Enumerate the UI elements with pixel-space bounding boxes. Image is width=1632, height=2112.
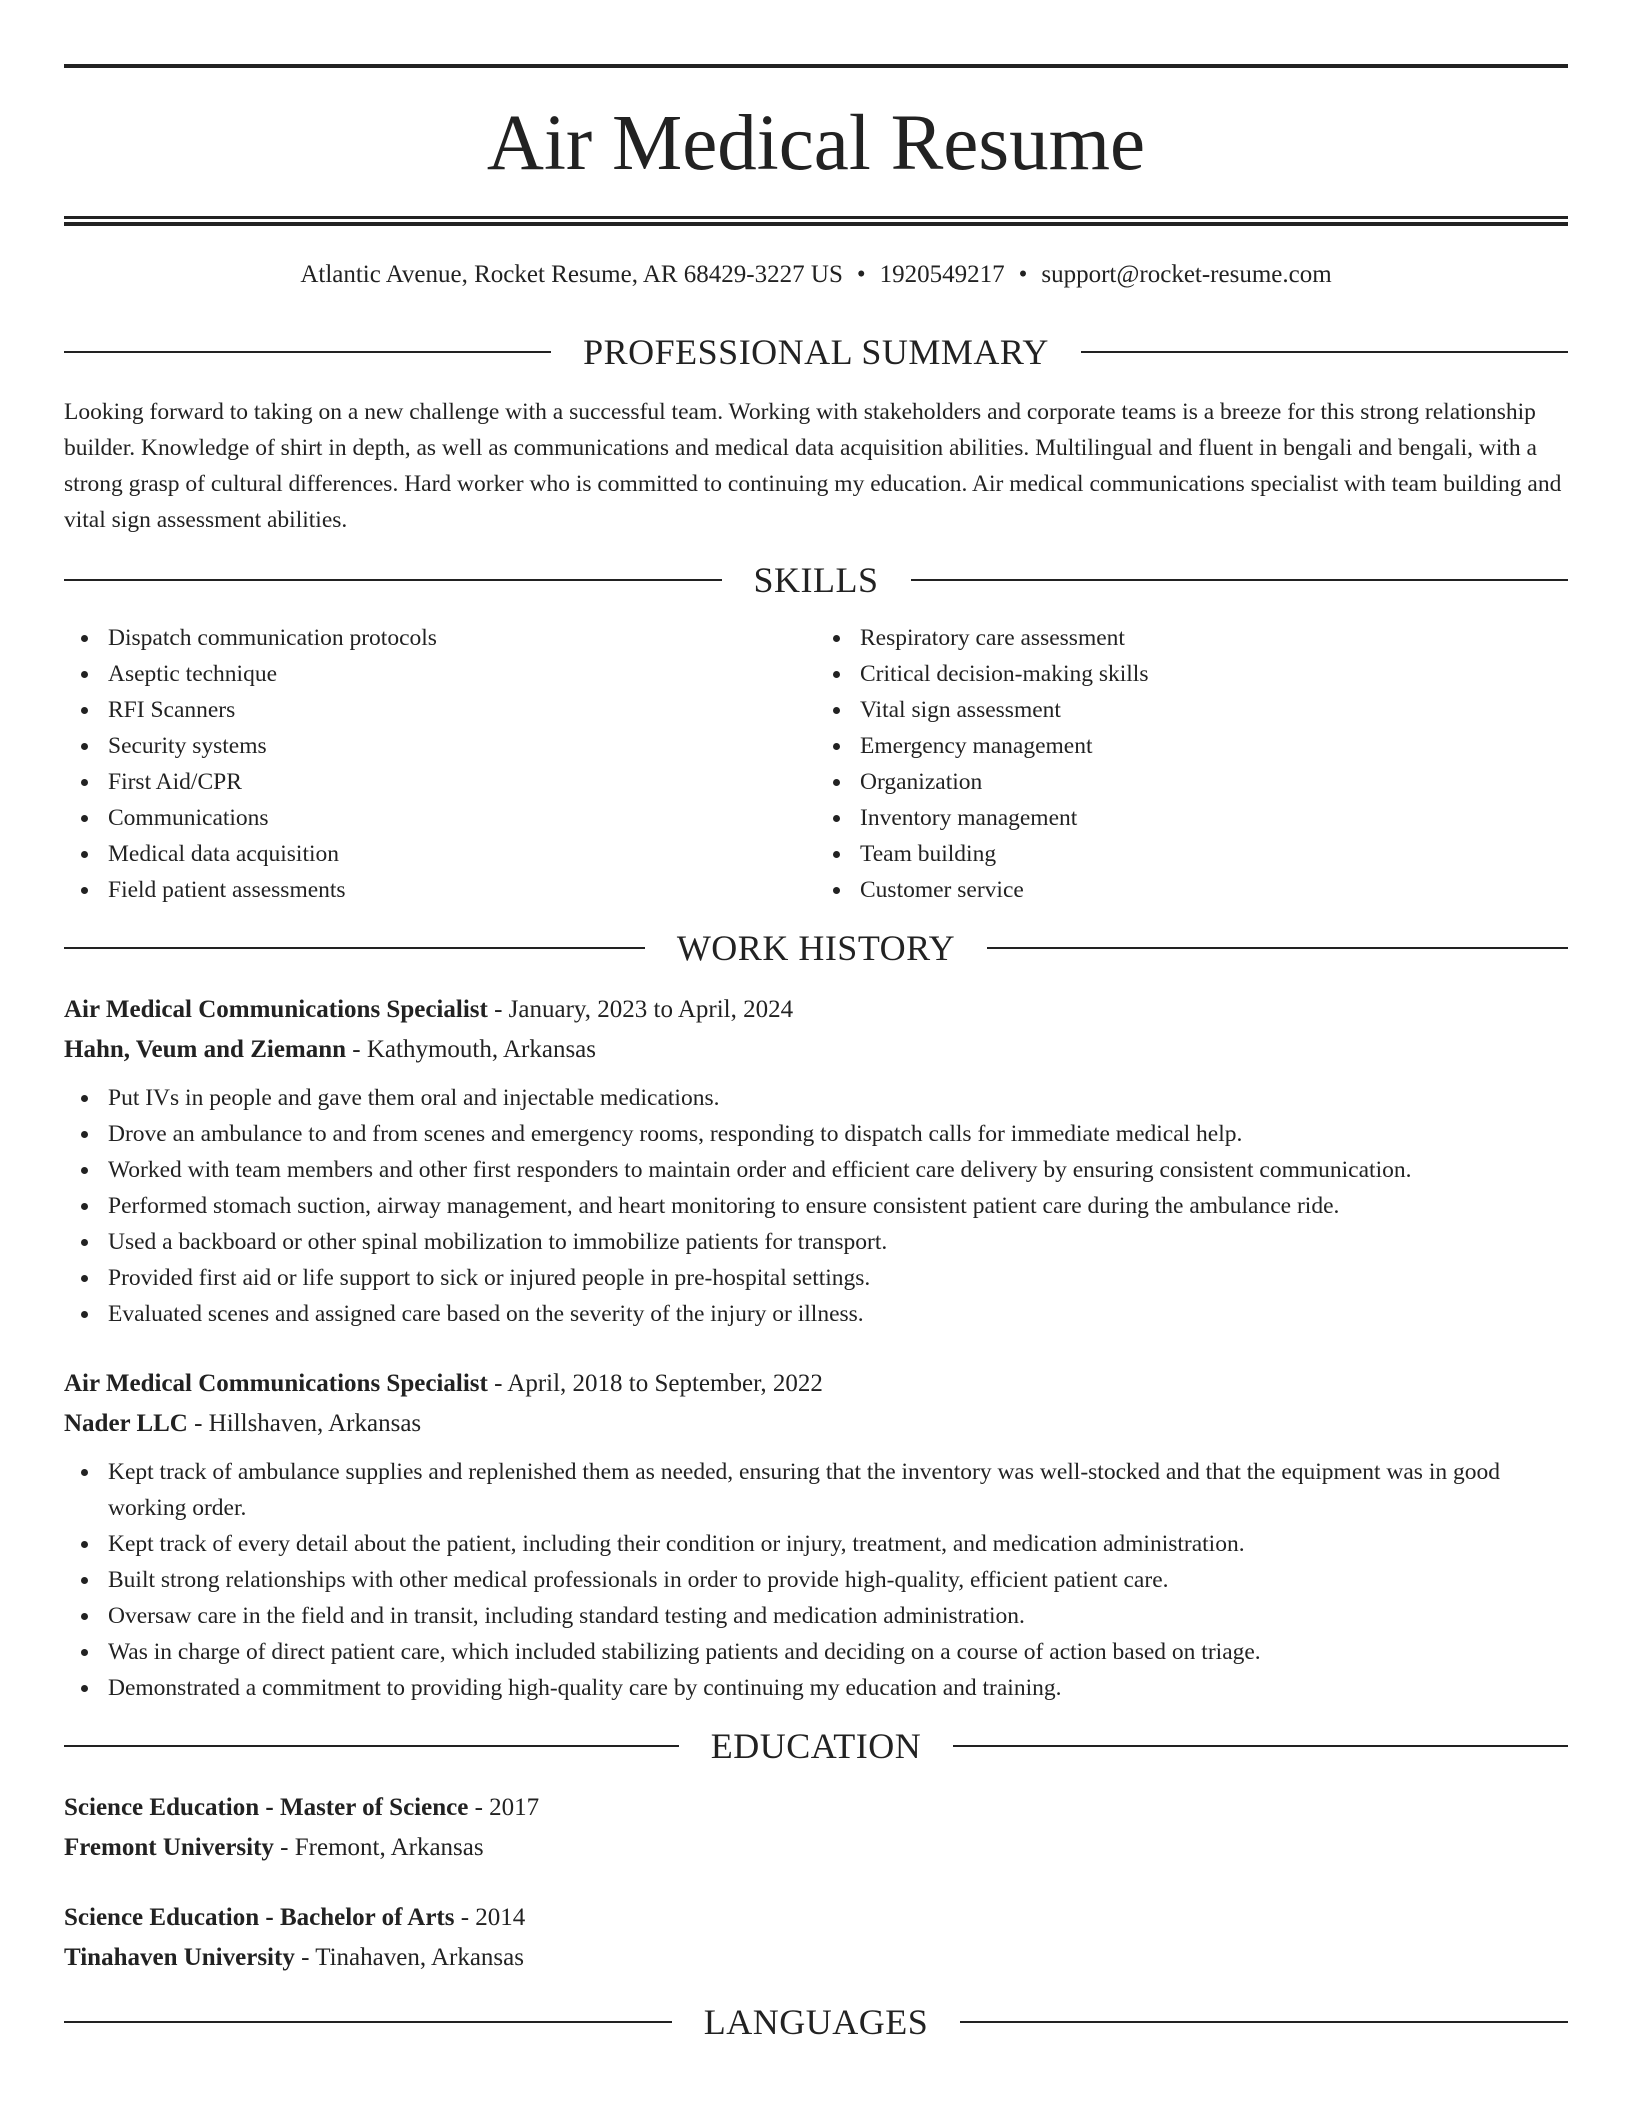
summary-heading: PROFESSIONAL SUMMARY [583,332,1049,372]
job-duty: Used a backboard or other spinal mobilization to immobilize patients for transport. [64,1224,1568,1260]
education-entry [64,1788,1568,1868]
job-duty: Put IVs in people and gave them oral and injectable medications. [64,1080,1568,1116]
work-section-header [64,930,1568,966]
resume-title: Air Medical Resume [486,100,1146,187]
skill-item: Respiratory care assessment [816,620,1568,656]
skill-item: Field patient assessments [64,872,816,908]
job-duty: Kept track of ambulance supplies and replenished them as needed, ensuring that the inventory was well-stocked and that the equipment was in good working order. [64,1454,1568,1526]
skills-heading: SKILLS [753,560,879,600]
skill-item: Organization [816,764,1568,800]
contact-address: Atlantic Avenue, Rocket Resume, AR 68429-3227 US [300,261,843,288]
job-duty: Evaluated scenes and assigned care based on the severity of the injury or illness. [64,1296,1568,1332]
summary-text: Looking forward to taking on a new challenge with a successful team. Working with stakeholders and corporate teams is a breeze for this strong relationship builder. Knowledge of shirt in depth, as well as communications and medical data acquisition abilities. Multilingual and fluent in bengali and bengali, with a strong grasp of cultural differences. Hard worker who is committed to continuing my education. Air medical communications specialist with team building and vital sign assessment abilities. [64,399,1562,533]
skill-item: Communications [64,800,816,836]
job-company: Nader LLC [64,1410,188,1437]
education-year: - 2017 [468,1794,540,1821]
skill-item: Vital sign assessment [816,692,1568,728]
section-rule [911,579,1569,581]
education-school: Tinahaven University [64,1944,295,1971]
section-rule [1081,351,1568,353]
section-rule [953,1745,1568,1747]
job-title: Air Medical Communications Specialist [64,1370,488,1397]
job-dates: - April, 2018 to September, 2022 [487,1370,823,1397]
top-rule [64,64,1568,68]
section-rule [64,1745,679,1747]
job-duties [64,1080,1568,1332]
skills-column-left [64,620,816,908]
education-section-header [64,1728,1568,1764]
education-entry [64,1898,1568,1978]
job-duty: Performed stomach suction, airway management, and heart monitoring to ensure consistent patient care during the ambulance ride. [64,1188,1568,1224]
education-degree: Science Education - Master of Science [64,1794,469,1821]
job-duty: Kept track of every detail about the patient, including their condition or injury, treatment, and medication administration. [64,1526,1568,1562]
contact-line [64,260,1568,290]
work-heading: WORK HISTORY [676,928,956,968]
skill-item: RFI Scanners [64,692,816,728]
job-duty: Oversaw care in the field and in transit, including standard testing and medication administration. [64,1598,1568,1634]
job-duty: Built strong relationships with other medical professionals in order to provide high-quality, efficient patient care. [64,1562,1568,1598]
skills-section-header [64,562,1568,598]
section-rule [64,579,722,581]
section-rule [987,947,1568,949]
skill-item: Emergency management [816,728,1568,764]
education-heading: EDUCATION [710,1726,922,1766]
education-location: - Fremont, Arkansas [273,1834,484,1861]
education-degree-line [64,1788,1568,1828]
skills-column-right [816,620,1568,908]
skill-item: Security systems [64,728,816,764]
education-degree: Science Education - Bachelor of Arts [64,1904,455,1931]
skill-item: Dispatch communication protocols [64,620,816,656]
skill-item: Team building [816,836,1568,872]
job-duties [64,1454,1568,1706]
education-degree-line [64,1898,1568,1938]
summary-section-header [64,334,1568,370]
section-rule [64,947,645,949]
skill-item: Medical data acquisition [64,836,816,872]
contact-separator: • [1018,261,1028,288]
job-title: Air Medical Communications Specialist [64,996,488,1023]
education-location: - Tinahaven, Arkansas [294,1944,524,1971]
languages-section-header [64,2004,1568,2040]
skill-item: Customer service [816,872,1568,908]
education-school: Fremont University [64,1834,274,1861]
skill-item: Inventory management [816,800,1568,836]
job-title-line [64,990,1568,1030]
contact-separator: • [856,261,866,288]
job-entry [64,1364,1568,1706]
job-duty: Demonstrated a commitment to providing high-quality care by continuing my education and training. [64,1670,1568,1706]
contact-email: support@rocket-resume.com [1041,261,1332,288]
languages-heading: LANGUAGES [703,2002,929,2042]
job-title-line [64,1364,1568,1404]
skill-item: First Aid/CPR [64,764,816,800]
job-entry [64,990,1568,1332]
skill-item: Critical decision-making skills [816,656,1568,692]
job-duty: Worked with team members and other first responders to maintain order and efficient care delivery by ensuring consistent communication. [64,1152,1568,1188]
skill-item: Aseptic technique [64,656,816,692]
job-location: - Hillshaven, Arkansas [187,1410,422,1437]
title-double-rule [64,216,1568,226]
education-year: - 2014 [454,1904,526,1931]
job-company-line [64,1030,1568,1070]
job-company-line [64,1404,1568,1444]
job-dates: - January, 2023 to April, 2024 [487,996,794,1023]
education-school-line [64,1938,1568,1978]
section-rule [960,2021,1568,2023]
skills-list [64,620,1568,908]
job-company: Hahn, Veum and Ziemann [64,1036,347,1063]
section-rule [64,2021,672,2023]
section-rule [64,351,551,353]
education-school-line [64,1828,1568,1868]
job-duty: Drove an ambulance to and from scenes and emergency rooms, responding to dispatch calls for immediate medical help. [64,1116,1568,1152]
job-duty: Provided first aid or life support to sick or injured people in pre-hospital settings. [64,1260,1568,1296]
job-location: - Kathymouth, Arkansas [346,1036,597,1063]
contact-phone: 1920549217 [879,261,1005,288]
job-duty: Was in charge of direct patient care, which included stabilizing patients and deciding on a course of action based on triage. [64,1634,1568,1670]
